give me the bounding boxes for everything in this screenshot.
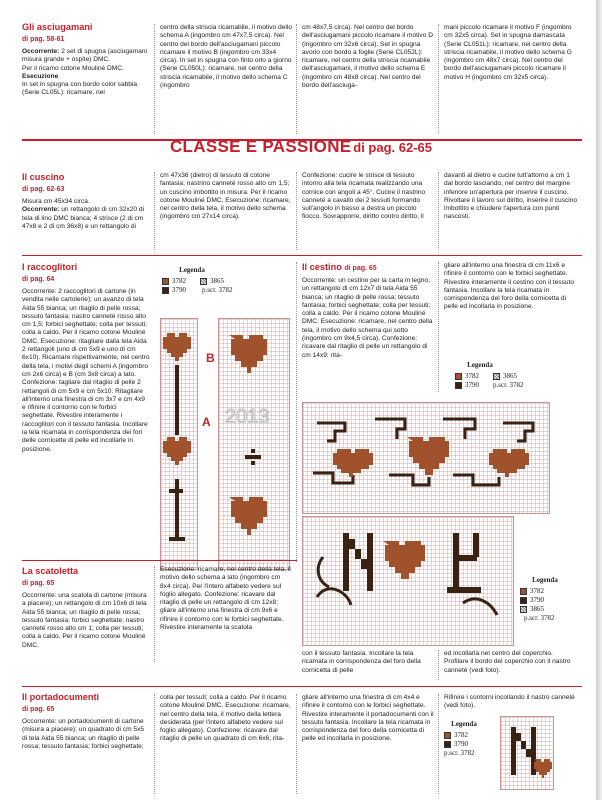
chart-b-motif: [219, 319, 289, 569]
color-code: 3790: [454, 740, 468, 748]
divider: [438, 262, 439, 392]
asciugamani-page: di pag. 58-61: [22, 36, 65, 43]
scatoletta-col2-text: Esecuzione: ricamare, nel centro della tela, il motivo dello schema a lato (ingombro cm 8x4 circa). Per l'intero alfabeto vedere sul foglio allegato. Confezione: ricavare dal ritaglio di pelle un rettangolo di cm 12x8; gliare all'interno una finestra di cm 9x6 e rifinire il contorno con le forbici seghettate. Rivestire interamente la scatola: [160, 566, 291, 632]
scatoletta-heading: [22, 566, 150, 589]
section-title: CLASSE E PASSIONE: [169, 137, 352, 156]
divider: [296, 24, 297, 134]
raccoglitori-col: [22, 262, 150, 557]
cestino-heading: [302, 262, 434, 274]
divider: [154, 24, 155, 134]
swatch-3782: [162, 278, 169, 285]
divider: [296, 694, 297, 794]
color-code: p.scr. 3782: [524, 614, 555, 622]
portadocumenti-col1: [22, 692, 150, 796]
cestino-col1-text: Occorrente: un cestino per la carta in legno; un rettangolo di cm 12x7 di tela Aida 55 bianca; un ritaglio di pelle rossa; tessuto fantasia; forbici seghettate; colla per tessuti; colla a caldo. Per il ricamo cotone Mouliné DMC. Esecuzione: ricamare, nel centro della tela, il motivo dello schema qui sotto (ingombro cm 9x4,5 circa). Confezione: ricavare dal ritaglio di pelle un rettangolo di cm 14x9; rita-: [302, 277, 433, 359]
color-code: 3865: [210, 277, 224, 285]
asciugamani-col2-text: centro della striscia ricamabile, il motivo dello schema A (ingombro cm 47x7,5 circa). Nel centro del bordo dell'asciugamani piccolo ricamare il motivo B (ingombro cm 33x4 circa). In set in spugna con finto orlo a giorno (Serie CL050L): ricamare, nel centro della striscia ricamabile, il motivo dello schema C (ingombro: [160, 24, 292, 90]
scatoletta-col1-text: Occorrente: una scatola di cartone (misura a piacere); un rettangolo di cm 10x6 di tela Aida 55 bianca; un ritaglio di pelle rossa; tessuto fantasia; forbici seghettate; nastro canneté rosso alto cm 1; colla per tessuti; colla a caldo. Per il ricamo cotone Mouliné DMC.: [22, 592, 147, 649]
color-code: 3790: [172, 286, 186, 294]
scatoletta-col4-text: ed incollarla nel centro del coperchio. Profilare il bordo del coperchio con il nastro canneté (vedi foto).: [444, 650, 571, 674]
cestino-col1: [302, 262, 434, 400]
swatch-3865: [200, 278, 207, 285]
legenda-raccoglitori: [162, 266, 292, 295]
legenda-title: Legenda: [451, 720, 477, 728]
cestino-col2-text: gliare all'interno una finestra di cm 11x6 e rifinire il contorno con le forbici seghettate. Rivestire interamente il cestino con il tessuto fantasia. Incollare la tela ricamata in corrispondenza del foro della cornicetta di pelle ed incollarla in posizione.: [444, 262, 575, 311]
portadocumenti-col3: [302, 694, 434, 798]
chart-a-motif: [161, 319, 197, 569]
chart-cestino: [302, 402, 550, 514]
label-occorrente: Occorrente:: [22, 48, 60, 55]
cuscino-page: di pag. 62-63: [22, 186, 65, 193]
scatoletta-col3-text: con il tessuto fantasia. Incollare la tela ricamata in corrispondenza del foro della cornicetta di pelle: [302, 650, 421, 674]
scatoletta-col3: [302, 650, 434, 680]
asciugamani-col3: [302, 24, 434, 136]
chart-b: [218, 318, 290, 570]
section-rule: [22, 686, 582, 687]
cestino-page: di pag. 65: [344, 265, 377, 272]
legenda-portadocumenti: [444, 720, 500, 758]
asciugamani-ricamo-text: Per il ricamo cotone Mouliné DMC.: [22, 64, 124, 72]
color-code: 3782: [530, 587, 544, 595]
portadocumenti-col2: [160, 694, 292, 798]
portadocumenti-title: Il portadocumenti: [22, 692, 100, 702]
asciugamani-col1: [22, 22, 150, 138]
portadocumenti-col4: [444, 694, 578, 714]
raccoglitori-page: di pag. 64: [22, 276, 55, 283]
cuscino-misura: Misura cm 45x34 circa.: [22, 198, 90, 205]
asciugamani-col4-text: mani piccolo ricamare il motivo F (ingombro cm 32x5 circa). Set in spugna damascata (Serie CL051L): ricamare, nel centro della striscia ricamabile, il motivo dello schema G (ingombro cm 48x7 circa). Nel centro del bordo dell'asciugamani piccolo ricamare il motivo H (ingombro cm 32x5 circa).: [444, 24, 572, 81]
divider: [154, 566, 155, 662]
section-page: di pag. 62-65: [353, 140, 433, 155]
divider: [154, 694, 155, 794]
swatch-3865: [493, 373, 500, 380]
portadocumenti-col2-text: colla per tessuti; colla a caldo. Per il ricamo cotone Mouliné DMC. Esecuzione: ricamare, nel centro della tela, il motivo della lettera desiderata (per l'intero alfabeto vedere sul foglio allegato). Confezione: ricavare dal ritaglio di pelle un quadrato di cm 6x6; rita-: [160, 694, 291, 743]
chart-portadocumenti: [500, 716, 554, 790]
asciugamani-occorrente-text: 2 set di spugna (asciugamani misura grande + ospite) DMC.: [22, 48, 147, 64]
raccoglitori-heading: [22, 262, 150, 285]
cuscino-col3-text: Confezione: cucire le strisce di tessuto intorno alla tela ricamata realizzando una cornice con angoli a 45°. Cucire il nastrino canneté a cavallo dei 2 tessuti formando sull'angolo in basso a destra un piccolo fiocco. Sovrapporre, diritto contro diritto, il: [302, 172, 426, 221]
portadocumenti-col4-text: Rifinire i contorni incollando il nastro canneté (vedi foto).: [444, 694, 575, 710]
page-edge-left: [596, 0, 602, 800]
asciugamani-title: Gli asciugamani: [22, 22, 93, 32]
divider: [438, 24, 439, 134]
chart-b-number: 2013: [225, 406, 270, 428]
cuscino-col1: [22, 172, 150, 250]
cuscino-heading: [22, 172, 150, 195]
label-esecuzione: Esecuzione: [22, 72, 59, 80]
cestino-col2: [444, 262, 578, 352]
divider: [296, 262, 297, 562]
chart-cestino-motif: [303, 403, 549, 513]
color-code: 3865: [530, 605, 544, 613]
cuscino-occorrente-text: un rettangolo di cm 32x20 di tela di lino DMC bianca; 4 strisce (2 di cm 47x8 e 2 di cm 36x8) e un rettangolo di: [22, 206, 145, 230]
raccoglitori-text: Occorrente: 2 raccoglitori di cartone (in vendita nelle cartolerie); un avanzo di tela Aida 55 bianca; un ritaglio di pelle rossa; tessuto fantasia; nastro canneté rosso alto cm 1,5; forbici seghettate; colla per tessuti; colla a caldo. Per il ricamo cotone Mouliné DMC. Esecuzione: ritagliare dalla tela Aida 2 rettangoli (uno di cm 5x9 e uno di cm 6x10). Ricamare rispettivamente, nel centro della tela, i motivi degli schemi A (ingombro cm 2x6 circa) e B (cm 3x8 circa) a lato. Confezione: tagliare dal ritaglio di pelle 2 rettangoli di cm 5x9 e cm 5x10. Ritagliare all'interno una finestra di cm 3x7 e cm 4x9 e rifinire il contorno con le forbici seghettate. Rivestire interamente i raccoglitori con il tessuto fantasia. Incollare la tela ricamata in corrispondenza dei fori delle cornicette di pelle ed incollarle in posizione.: [22, 288, 150, 453]
chart-scatoletta: [302, 516, 514, 646]
swatch-3865: [520, 606, 527, 613]
scatoletta-title: La scatoletta: [22, 566, 79, 576]
color-code: p.scr. 3782: [493, 381, 524, 389]
asciugamani-set-text: In set in spugna con bordo color sabbia (Serie CL05L): ricamare, nel: [22, 81, 138, 97]
cuscino-title: Il cuscino: [22, 172, 65, 182]
legenda-title: Legenda: [179, 266, 205, 274]
chart-b-letter: B: [206, 351, 215, 365]
divider: [154, 172, 155, 250]
section-rule: [22, 560, 297, 561]
divider: [438, 172, 439, 250]
chart-scatoletta-motif: [303, 517, 513, 645]
section-band: [0, 137, 602, 156]
swatch-3790: [520, 597, 527, 604]
color-code: p.scr. 3782: [444, 749, 475, 757]
asciugamani-col4: [444, 24, 578, 136]
swatch-3790: [444, 741, 451, 748]
color-code: 3782: [454, 731, 468, 739]
color-code: 3782: [172, 277, 186, 285]
swatch-3782: [444, 732, 451, 739]
cuscino-col4: [444, 172, 578, 250]
legenda-title: Legenda: [467, 361, 493, 369]
portadocumenti-heading: [22, 692, 150, 715]
divider: [296, 172, 297, 250]
swatch-3782: [455, 373, 462, 380]
portadocumenti-col3-text: gliare all'interno una finestra di cm 4x4 e rifinire il contorno con le forbici seghettate. Rivestire interamente il portadocumenti con il tessuto fantasia. Incollare la tela ricamata in corrispondenza del foro della cornicetta di pelle ed incollarla in posizione.: [302, 694, 434, 743]
divider: [438, 694, 439, 794]
portadocumenti-col1-text: Occorrente: un portadocumenti di cartone (misura a piacere); un quadrato di cm 5x5 di tela Aida 55 bianca; un ritaglio di pelle rossa; tessuto fantasia; forbici seghettate;: [22, 718, 145, 750]
cuscino-col4-text: davanti al dietro e cucire tutt'attorno a cm 1 dal bordo lasciando, nel centro del margine inferiore un'apertura per inserire il cuscino. Rivoltare il lavoro sul diritto, inserire il cuscino imbottito e chiudere l'apertura con punti nascosti.: [444, 172, 578, 221]
scatoletta-col2: [160, 566, 292, 662]
label-occorrente: Occorrente:: [22, 206, 60, 214]
swatch-3790: [455, 382, 462, 389]
divider: [438, 650, 439, 680]
asciugamani-heading: [22, 22, 150, 45]
cuscino-col3: [302, 172, 434, 250]
cuscino-col2-text: cm 47x36 (dietro) di tessuto di cotone fantasia; nastrino canneté rosso alto cm 1,5; un cuscino imbottito in misura. Per il ricamo cotone Mouliné DMC. Esecuzione: ricamare, nel centro della tela, il motivo dello schema (ingombro cm 27x14 circa).: [160, 172, 291, 221]
color-code: 3790: [530, 596, 544, 604]
color-code: 3790: [465, 381, 479, 389]
chart-a-letter: A: [202, 415, 211, 429]
cestino-title: Il cestino: [302, 262, 342, 272]
legenda-title: Legenda: [532, 576, 558, 584]
legenda-scatoletta: [520, 576, 590, 623]
color-code: 3782: [465, 372, 479, 380]
cuscino-col2: [160, 172, 292, 250]
swatch-3782: [520, 588, 527, 595]
asciugamani-col2: [160, 24, 292, 136]
scatoletta-page: di pag. 65: [22, 580, 55, 587]
scatoletta-col4: [444, 650, 578, 680]
color-code: p.scr. 3782: [202, 286, 233, 294]
scatoletta-col1: [22, 566, 150, 662]
asciugamani-col3-text: cm 48x7,5 circa). Nel centro del bordo dell'asciugamani piccolo ricamare il motivo D (ingombro cm 32x6 circa). Set in spugna avorio con bordo a foglie (Serie CL052L): ricamare, nel centro della striscia ricamabile dell'asciugamani, il motivo dello schema E (ingombro cm 48x8 circa). Nel centro del bordo dell'asciuga-: [302, 24, 433, 90]
swatch-3790: [162, 287, 169, 294]
chart-a: [160, 318, 198, 570]
legenda-cestino: [455, 361, 575, 390]
color-code: 3865: [503, 372, 517, 380]
raccoglitori-title: I raccoglitori: [22, 262, 78, 272]
portadocumenti-page: di pag. 65: [22, 706, 55, 713]
chart-portadocumenti-motif: [501, 717, 553, 789]
section-rule: [22, 255, 582, 256]
